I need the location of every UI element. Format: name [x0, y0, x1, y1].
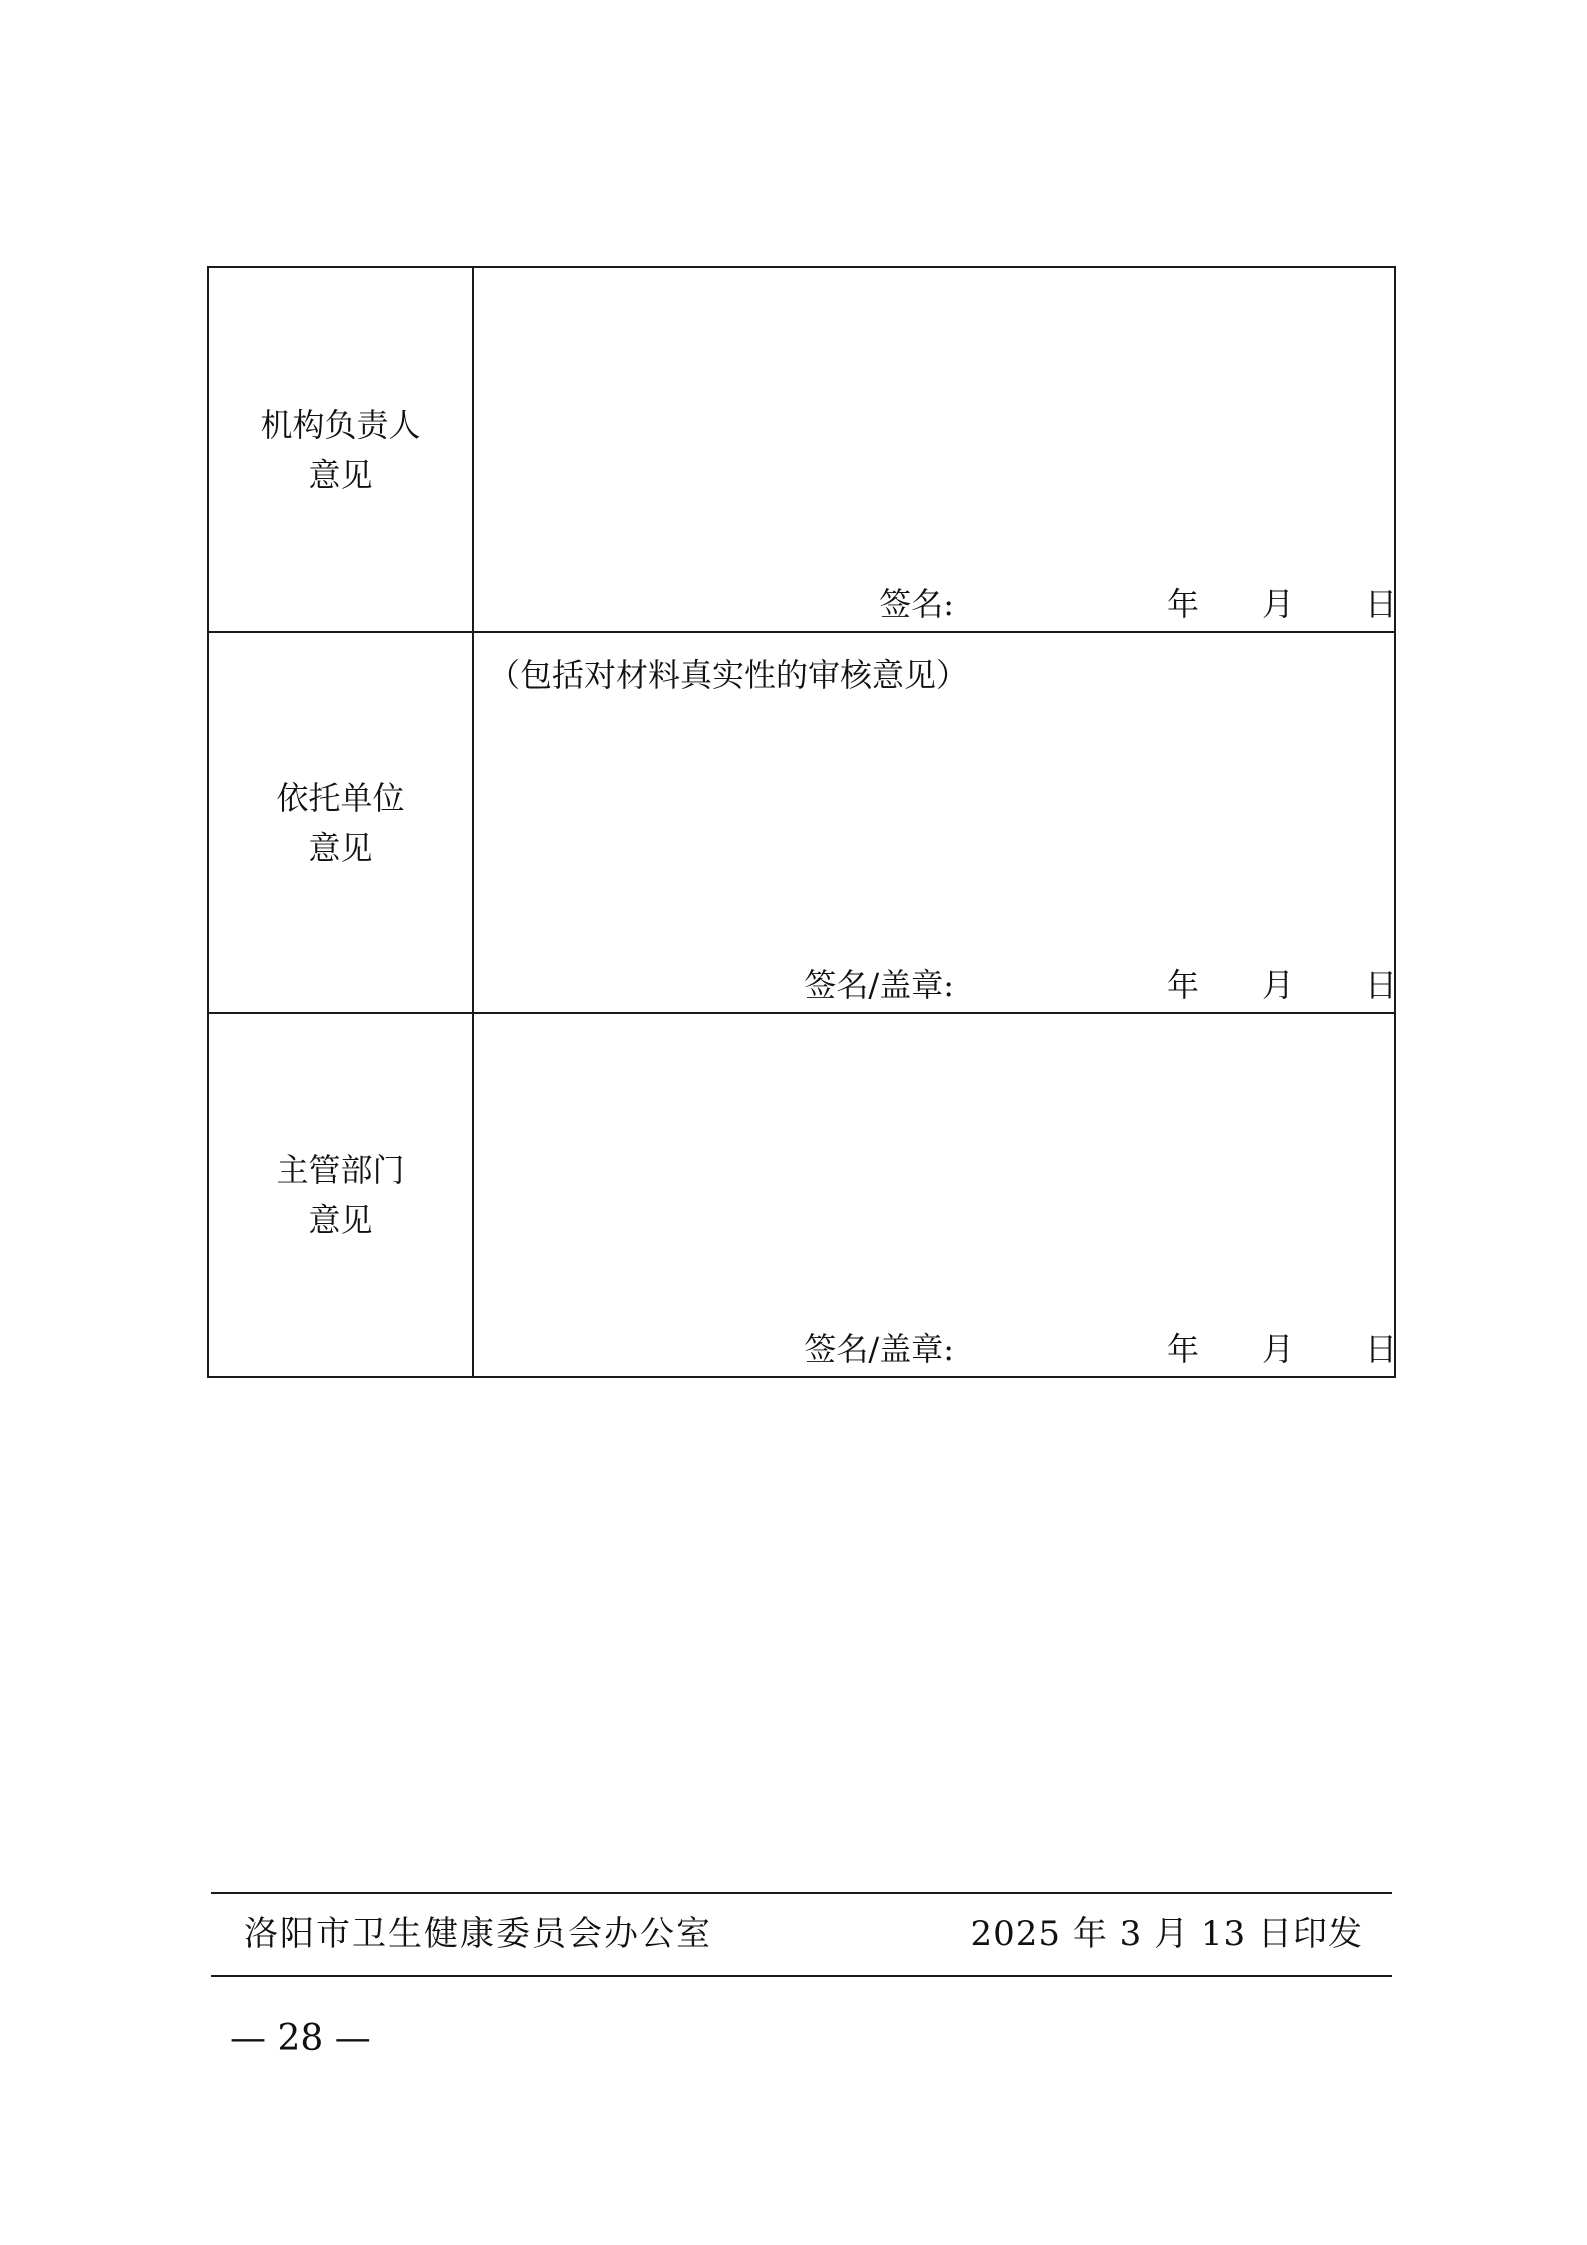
institution-head-opinion-row: [208, 267, 1395, 632]
opinion-form-table: [207, 266, 1396, 1378]
day-label: 日: [1365, 1330, 1398, 1368]
month-label: 月: [1262, 1330, 1295, 1368]
row-label-line-1: 主管部门: [276, 1151, 405, 1189]
host-unit-opinion-label: [208, 632, 473, 1013]
row-label-line-1: 依托单位: [276, 778, 405, 817]
day-label: 日: [1365, 966, 1398, 1004]
signature-line: [474, 583, 1398, 625]
month-label: 月: [1262, 966, 1295, 1004]
host-unit-opinion-row: [208, 632, 1395, 1013]
competent-department-opinion-field[interactable]: [473, 1013, 1398, 1377]
institution-head-opinion-field[interactable]: [473, 267, 1398, 632]
review-note: （包括对材料真实性的审核意见）: [488, 656, 969, 694]
competent-department-opinion-row: [208, 1013, 1395, 1377]
month-label: 月: [1262, 585, 1295, 623]
row-label-line-2: 意见: [308, 1201, 373, 1239]
day-label: 日: [1365, 585, 1398, 623]
signature-stamp-line: [474, 964, 1398, 1006]
footer-bottom-rule: [211, 1975, 1392, 1977]
row-label-line-2: 意见: [308, 455, 373, 494]
year-label: 年: [1167, 966, 1200, 1004]
row-label-line-2: 意见: [308, 828, 373, 867]
footer-top-rule: [211, 1892, 1392, 1894]
signature-stamp-label: 签名/盖章:: [804, 1330, 954, 1368]
institution-head-opinion-label: [208, 267, 473, 632]
signature-stamp-line: [474, 1328, 1398, 1370]
issue-date: 2025 年 3 月 13 日印发: [970, 1914, 1363, 1954]
issuing-office: 洛阳市卫生健康委员会办公室: [244, 1914, 712, 1954]
row-label-line-1: 机构负责人: [260, 405, 421, 444]
page-number: — 28 —: [230, 2018, 371, 2059]
signature-label: 签名:: [879, 585, 954, 623]
host-unit-opinion-field[interactable]: [473, 632, 1398, 1013]
competent-department-opinion-label: [208, 1013, 473, 1377]
year-label: 年: [1167, 585, 1200, 623]
year-label: 年: [1167, 1330, 1200, 1368]
signature-stamp-label: 签名/盖章:: [804, 966, 954, 1004]
